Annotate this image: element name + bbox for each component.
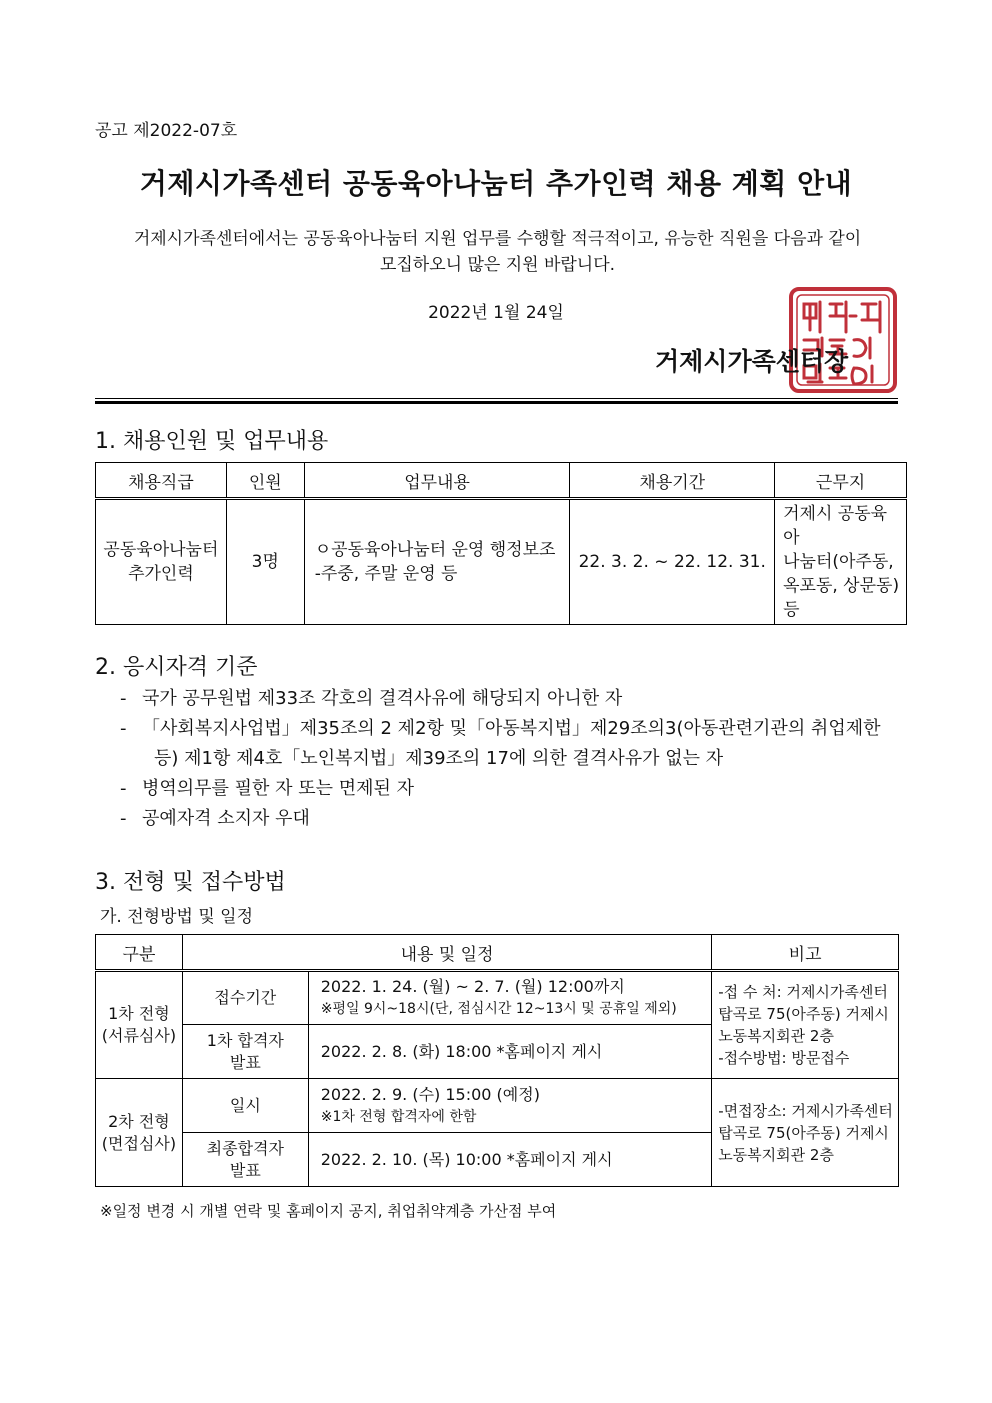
stage-2-cell: [96, 1079, 183, 1187]
stage-2-name: 2차 전형: [108, 1111, 170, 1131]
application-period: 2022. 1. 24. (월) ~ 2. 7. (월) 12:00까지: [320, 977, 625, 996]
column-header: 업무내용: [304, 463, 570, 499]
section-1-heading: 1. 채용인원 및 업무내용: [95, 429, 329, 454]
note-line: 탑곡로 75(아주동) 거제시: [718, 1123, 889, 1142]
stage-2-row-1-label: 일시: [182, 1079, 308, 1133]
interview-datetime: 2022. 2. 9. (수) 15:00 (예정): [320, 1084, 540, 1104]
label-line: 발표: [229, 1052, 261, 1072]
column-header: 비고: [712, 935, 899, 971]
duty-cell: [304, 499, 570, 625]
location-line-1: 거제시 공동육아: [783, 504, 888, 548]
column-header: 내용 및 일정: [182, 935, 711, 971]
stage-2-type: (면접심사): [101, 1133, 177, 1153]
position-line-1: 공동육아나눔터: [103, 540, 219, 560]
intro-line-2: 모집하오니 많은 지원 바랍니다.: [379, 255, 616, 275]
list-item-continuation: [120, 744, 905, 774]
schedule-table: [95, 934, 899, 1187]
notice-number: 공고 제2022-07호: [95, 121, 238, 141]
location-line-4: 등: [783, 600, 800, 620]
duty-line-1: ㅇ공동육아나눔터 운영 행정보조: [314, 540, 556, 560]
stage-2-row-2-label: [182, 1133, 308, 1187]
header-divider-thin: [95, 398, 898, 399]
interview-note: ※1차 전형 합격자에 한함: [320, 1108, 477, 1125]
section-2-heading: 2. 응시자격 기준: [95, 655, 258, 680]
intro-text: [95, 226, 900, 278]
position-line-2: 추가인력: [128, 564, 194, 584]
count-cell: 3명: [226, 499, 304, 625]
note-line: -접 수 처: 거제시가족센터: [718, 983, 888, 1001]
header-divider-thick: [95, 401, 898, 404]
column-header: 채용직급: [96, 463, 227, 499]
stage-1-row-1-content: [308, 971, 711, 1025]
note-line: -접수방법: 방문접수: [718, 1049, 850, 1067]
label-line: 최종합격자: [206, 1138, 284, 1158]
period-cell: 22. 3. 2. ~ 22. 12. 31.: [570, 499, 775, 625]
label-line: 발표: [229, 1160, 261, 1180]
list-item: - 병역의무를 필한 자 또는 면제된 자: [120, 778, 415, 799]
stage-1-note: [712, 971, 899, 1079]
note-line: 탑곡로 75(아주동) 거제시: [718, 1005, 889, 1023]
eligibility-list: [120, 684, 905, 834]
stage-2-row-1-content: [308, 1079, 711, 1133]
page-title: 거제시가족센터 공동육아나눔터 추가인력 채용 계획 안내: [139, 167, 853, 200]
location-cell: [775, 499, 907, 625]
location-line-2: 나눔터(아주동,: [783, 552, 894, 572]
table-row: [96, 1079, 899, 1133]
list-item-text: 등) 제1항 제4호「노인복지법」제39조의 17에 의한 결격사유가 없는 자: [154, 748, 724, 769]
list-item: - 국가 공무원법 제33조 각호의 결격사유에 해당되지 아니한 자: [120, 688, 623, 709]
signer-name: 거제시가족센터장: [655, 347, 849, 376]
footnote: ※일정 변경 시 개별 연락 및 홈페이지 공지, 취업취약계층 가산점 부여: [100, 1202, 557, 1220]
list-item: - 공예자격 소지자 우대: [120, 808, 310, 829]
section-3-subheading: 가. 전형방법 및 일정: [100, 907, 253, 927]
column-header: 근무지: [775, 463, 907, 499]
table-header-row: [96, 935, 899, 971]
section-3-heading: 3. 전형 및 접수방법: [95, 870, 286, 895]
duty-line-2: -주중, 주말 운영 등: [314, 564, 458, 584]
note-line: 노동복지회관 2층: [718, 1145, 834, 1164]
list-item-text: 국가 공무원법 제33조 각호의 결격사유에 해당되지 아니한 자: [142, 688, 623, 709]
table-row: [96, 971, 899, 1025]
stage-1-type: (서류심사): [101, 1026, 177, 1045]
label-line: 1차 합격자: [206, 1030, 284, 1050]
column-header: 채용기간: [570, 463, 775, 499]
stage-1-row-2-content: 2022. 2. 8. (화) 18:00 *홈페이지 게시: [308, 1025, 711, 1079]
table-header-row: [96, 463, 907, 499]
column-header: 구분: [96, 935, 183, 971]
stage-2-row-2-content: 2022. 2. 10. (목) 10:00 *홈페이지 게시: [308, 1133, 711, 1187]
stage-1-name: 1차 전형: [108, 1004, 170, 1023]
stage-1-cell: [96, 971, 183, 1079]
position-cell: [96, 499, 227, 625]
stage-2-note: [712, 1079, 899, 1187]
list-item-text: 공예자격 소지자 우대: [142, 808, 310, 829]
table-row: [96, 499, 907, 625]
intro-line-1: 거제시가족센터에서는 공동육아나눔터 지원 업무를 수행할 적극적이고, 유능한 직원을 다음과 같이: [133, 229, 862, 249]
application-hours-note: ※평일 9시~18시(단, 점심시간 12~13시 및 공휴일 제외): [320, 1001, 677, 1017]
location-line-3: 옥포동, 상문동): [783, 576, 900, 596]
list-item-text: 병역의무를 필한 자 또는 면제된 자: [142, 778, 415, 799]
stage-1-row-2-label: [182, 1025, 308, 1079]
list-item: - 「사회복지사업법」제35조의 2 제2항 및「아동복지법」제29조의3(아동관련기관의 취업제한: [120, 718, 881, 739]
list-item-text: 「사회복지사업법」제35조의 2 제2항 및「아동복지법」제29조의3(아동관련기관의 취업제한: [142, 718, 881, 739]
note-line: 노동복지회관 2층: [718, 1027, 834, 1045]
recruitment-table: [95, 462, 907, 625]
notice-date: 2022년 1월 24일: [428, 303, 564, 323]
stage-1-row-1-label: 접수기간: [182, 971, 308, 1025]
note-line: -면접장소: 거제시가족센터: [718, 1101, 893, 1120]
column-header: 인원: [226, 463, 304, 499]
